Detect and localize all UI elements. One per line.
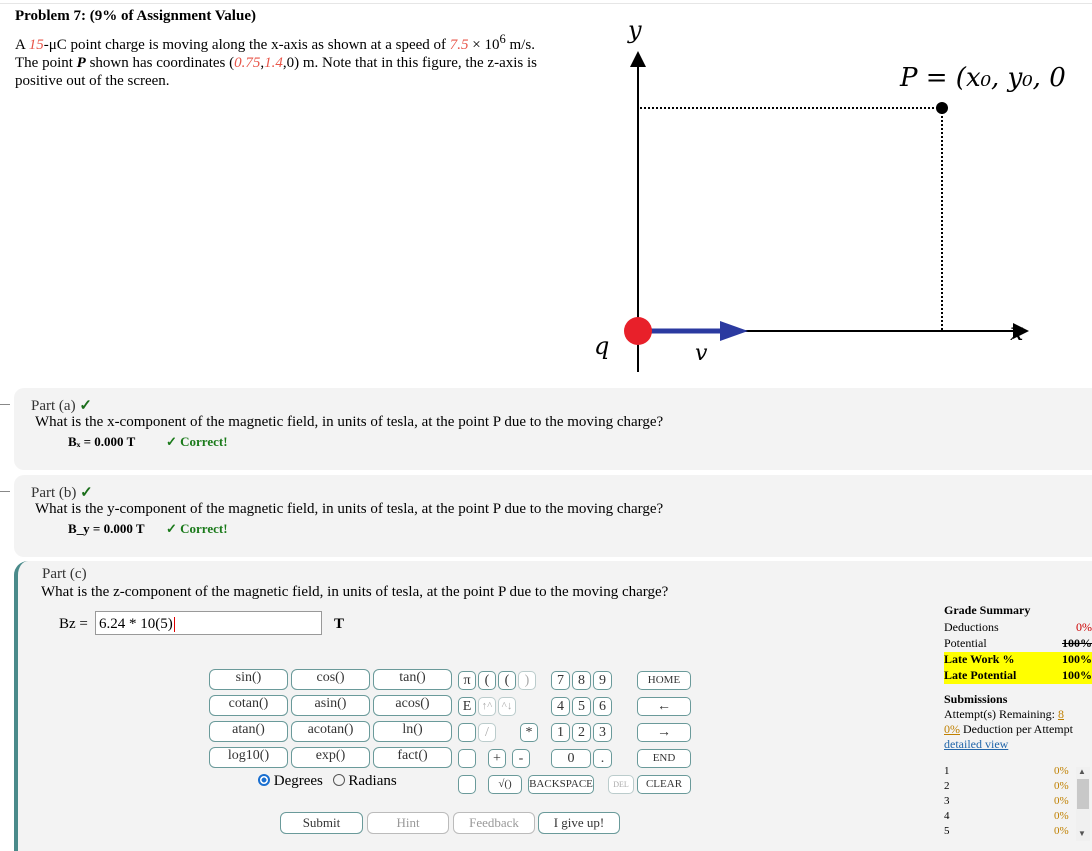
grade-row-late-potential: Late Potential 100% <box>944 668 1092 682</box>
e-key[interactable]: E <box>458 697 476 716</box>
log10-button[interactable]: log10() <box>209 747 288 768</box>
star-key[interactable]: * <box>520 723 538 742</box>
grade-title: Grade Summary <box>944 603 1031 617</box>
degrees-label: Degrees <box>273 773 323 789</box>
up-caret-key[interactable]: ↑^ <box>478 697 496 716</box>
charge-dot <box>624 317 652 345</box>
blank-key-2[interactable] <box>458 749 476 768</box>
part-a-panel <box>14 388 1092 470</box>
acotan-button[interactable]: acotan() <box>291 721 370 742</box>
key-8[interactable]: 8 <box>572 671 591 690</box>
top-divider <box>0 3 1092 4</box>
y-axis-label: y <box>628 16 642 44</box>
part-b-title: Part (b) ✓ <box>31 485 93 501</box>
angle-mode <box>258 773 397 790</box>
clear-key[interactable]: CLEAR <box>637 775 691 794</box>
grade-row-late-work: Late Work % 100% <box>944 652 1092 666</box>
left-arrow-key[interactable]: ← <box>637 697 691 716</box>
sqrt-key[interactable]: √() <box>488 775 522 794</box>
key-0[interactable]: 0 <box>551 749 591 768</box>
key-5[interactable]: 5 <box>572 697 591 716</box>
ln-button[interactable]: ln() <box>373 721 452 742</box>
key-9[interactable]: 9 <box>593 671 612 690</box>
key-dot[interactable]: . <box>593 749 612 768</box>
key-1[interactable]: 1 <box>551 723 570 742</box>
grade-row-potential: Potential 100% <box>944 636 1092 650</box>
part-b-answer: B_y = 0.000 T <box>68 521 145 536</box>
open-paren-key[interactable]: ( <box>498 671 516 690</box>
part-a-result: ✓ Correct! <box>166 434 228 449</box>
attempts-remaining: Attempt(s) Remaining: 8 <box>944 707 1064 721</box>
key-2[interactable]: 2 <box>572 723 591 742</box>
home-key[interactable]: HOME <box>637 671 691 690</box>
fact-button[interactable]: fact() <box>373 747 452 768</box>
backspace-key[interactable]: BACKSPACE <box>528 775 594 794</box>
submit-button[interactable]: Submit <box>280 812 363 834</box>
plus-key[interactable]: + <box>488 749 506 768</box>
part-b-result: ✓ Correct! <box>166 521 228 536</box>
answer-input[interactable]: 6.24 * 10(5) <box>95 611 322 635</box>
speed-value: 7.5 <box>449 37 469 53</box>
part-b-question: What is the y-component of the magnetic field, in units of tesla, at the point P due to the moving charge? <box>35 501 664 517</box>
part-b-panel <box>14 475 1092 557</box>
scroll-down-icon[interactable]: ▼ <box>1078 829 1086 838</box>
cos-button[interactable]: cos() <box>291 669 370 690</box>
right-arrow-key[interactable]: → <box>637 723 691 742</box>
blank-key-3[interactable] <box>458 775 476 794</box>
velocity-label: v <box>695 341 708 366</box>
part-c-question: What is the z-component of the magnetic field, in units of tesla, at the point P due to the moving charge? <box>41 584 669 600</box>
detailed-view-link[interactable]: detailed view <box>944 737 1009 751</box>
part-a-question: What is the x-component of the magnetic field, in units of tesla, at the point P due to the moving charge? <box>35 414 664 430</box>
blank-key-1[interactable] <box>458 723 476 742</box>
del-key[interactable]: DEL <box>608 775 634 794</box>
asin-button[interactable]: asin() <box>291 695 370 716</box>
key-6[interactable]: 6 <box>593 697 612 716</box>
coord-y: 1.4 <box>264 55 283 71</box>
x-axis-label: x <box>1010 318 1024 346</box>
field-figure <box>560 10 1092 380</box>
problem-title: Problem 7: (9% of Assignment Value) <box>15 8 256 24</box>
bz-label: Bz = <box>59 616 88 632</box>
scroll-up-icon[interactable]: ▲ <box>1078 767 1086 776</box>
sin-button[interactable]: sin() <box>209 669 288 690</box>
exp-button[interactable]: exp() <box>291 747 370 768</box>
radians-radio[interactable] <box>333 774 345 786</box>
part-a-title: Part (a) ✓ <box>31 398 92 414</box>
feedback-button[interactable]: Feedback <box>453 812 535 834</box>
atan-button[interactable]: atan() <box>209 721 288 742</box>
degrees-radio[interactable] <box>258 774 270 786</box>
part-a-answer: Bₓ = 0.000 T <box>68 434 136 449</box>
submission-list: 1 0% 2 0% 3 0% 4 0% 5 0% <box>944 765 1069 837</box>
key-7[interactable]: 7 <box>551 671 570 690</box>
slash-key[interactable]: / <box>478 723 496 742</box>
end-key[interactable]: END <box>637 749 691 768</box>
charge-value: 15 <box>28 37 44 53</box>
left-paren-key[interactable]: ( <box>478 671 496 690</box>
tan-button[interactable]: tan() <box>373 669 452 690</box>
grade-row-deductions: Deductions 0% <box>944 620 1092 634</box>
key-3[interactable]: 3 <box>593 723 612 742</box>
point-p-dot <box>936 102 948 114</box>
scroll-thumb[interactable] <box>1077 779 1089 809</box>
submission-scrollbar[interactable] <box>1076 767 1090 841</box>
point-p-label: P = (x₀, y₀, 0 <box>900 63 1066 93</box>
pi-key[interactable]: π <box>458 671 476 690</box>
hint-button[interactable]: Hint <box>367 812 449 834</box>
down-caret-key[interactable]: ^↓ <box>498 697 516 716</box>
unit-label: T <box>334 616 345 632</box>
deduction-per-attempt: 0% Deduction per Attempt <box>944 722 1073 736</box>
grade-summary <box>944 603 1092 838</box>
part-c-title: Part (c) <box>42 566 87 582</box>
minus-key[interactable]: - <box>512 749 530 768</box>
cotan-button[interactable]: cotan() <box>209 695 288 716</box>
give-up-button[interactable]: I give up! <box>538 812 620 834</box>
problem-statement: A 15-μC point charge is moving along the x-axis as shown at a speed of $7.5 \times 10^6$ m/s. The point P shown has coordinates (0.75,1.4,0) m. Note that in this figure, the z-axis is positive out of the screen. <box>15 32 538 89</box>
velocity-arrowhead <box>720 321 748 341</box>
coord-x: 0.75 <box>234 55 261 71</box>
radians-label: Radians <box>348 773 397 789</box>
charge-label: q <box>594 332 610 360</box>
submissions-title: Submissions <box>944 692 1008 706</box>
key-4[interactable]: 4 <box>551 697 570 716</box>
acos-button[interactable]: acos() <box>373 695 452 716</box>
right-paren-key[interactable]: ) <box>518 671 536 690</box>
